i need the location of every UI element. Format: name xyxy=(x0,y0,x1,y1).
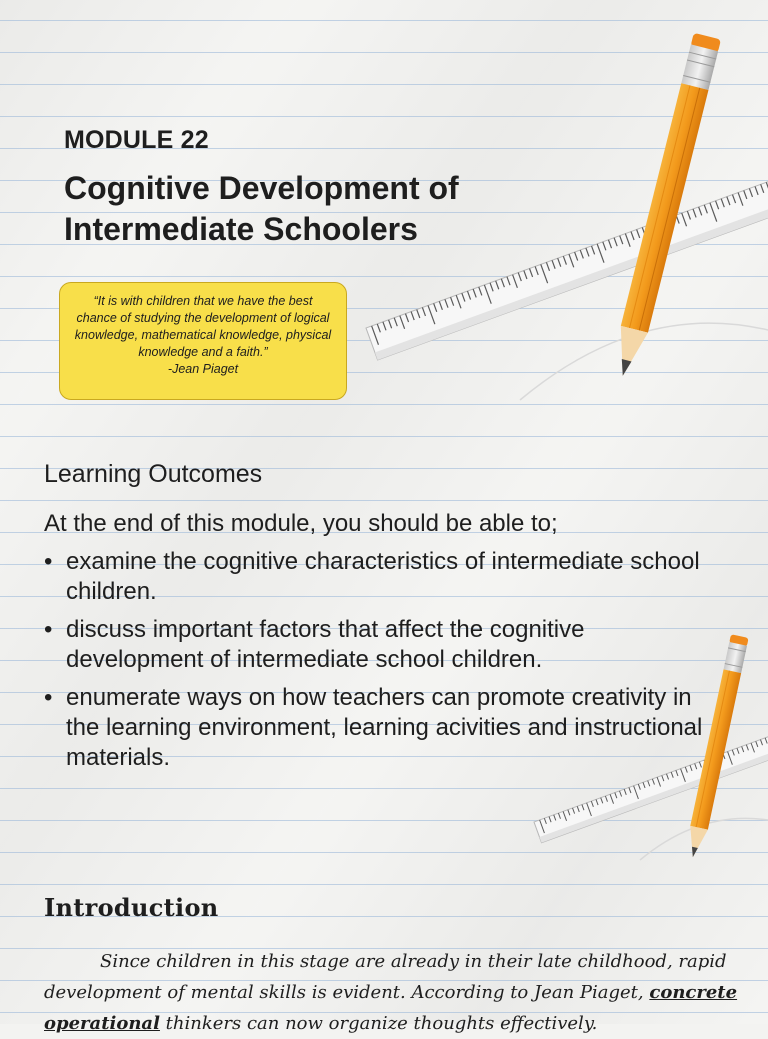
bullet-icon: • xyxy=(44,684,53,711)
introduction-heading: Introduction xyxy=(44,893,219,922)
learning-outcomes-heading: Learning Outcomes xyxy=(44,460,263,488)
module-title: Cognitive Development of Intermediate Schoolers xyxy=(64,170,459,247)
quote-author: -Jean Piaget xyxy=(167,362,239,376)
outcome-text: examine the cognitive characteristics of intermediate school children. xyxy=(66,548,700,605)
learning-outcomes-list xyxy=(44,547,724,781)
bullet-icon: • xyxy=(44,548,53,575)
list-item xyxy=(44,683,724,773)
list-item xyxy=(44,547,724,607)
quote-text: “It is with children that we have the best chance of studying the development of logical knowledge, mathematical knowledge, physical knowledge and a faith.” xyxy=(74,294,332,359)
introduction-paragraph xyxy=(44,946,744,1039)
introduction-text-end: thinkers can now organize thoughts effectively. xyxy=(159,1013,598,1034)
outcome-text: enumerate ways on how teachers can promote creativity in the learning environment, learning acivities and instructional materials. xyxy=(66,684,703,771)
bullet-icon: • xyxy=(44,616,53,643)
list-item xyxy=(44,615,724,675)
quote-box xyxy=(59,282,347,400)
module-number: MODULE 22 xyxy=(64,126,209,154)
introduction-text-start: Since children in this stage are already in their late childhood, rapid development of mental skills is evident. According to Jean Piaget, xyxy=(44,951,727,1003)
outcome-text: discuss important factors that affect the cognitive development of intermediate school children. xyxy=(66,616,585,673)
learning-outcomes-intro: At the end of this module, you should be able to; xyxy=(44,510,558,537)
introduction-emphasis: concrete operational xyxy=(44,982,738,1034)
